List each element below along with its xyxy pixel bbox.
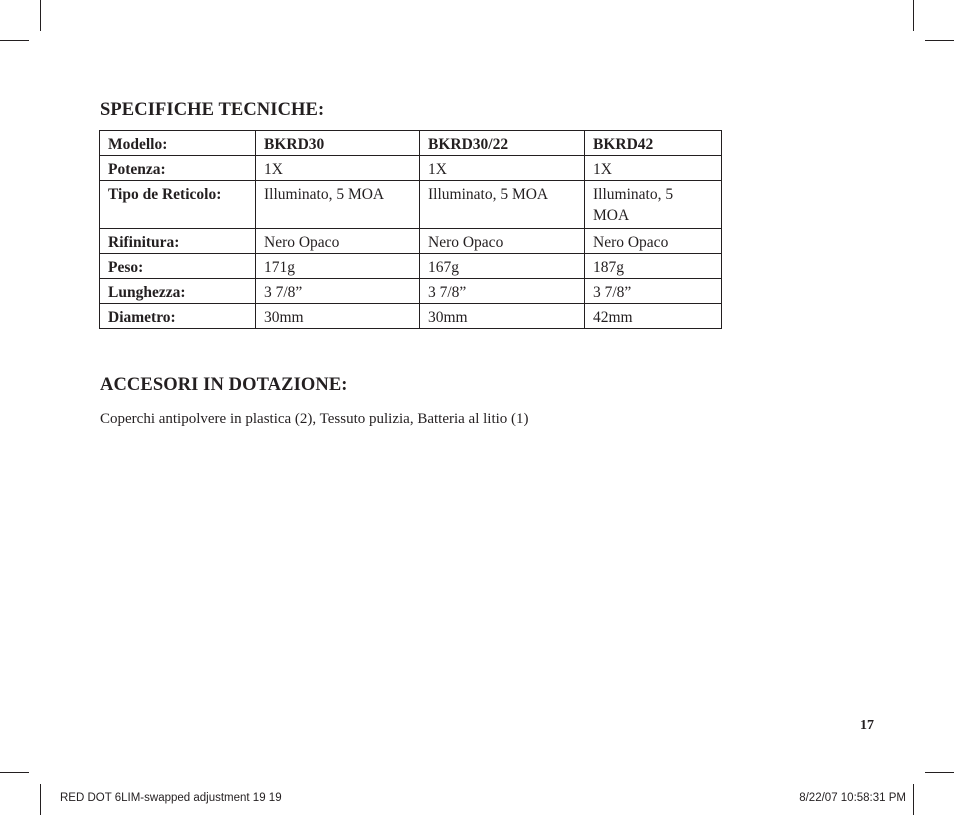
cell: 30mm (256, 304, 420, 329)
print-slug-filename: RED DOT 6LIM-swapped adjustment 19 19 (60, 792, 282, 804)
accessories-text: Coperchi antipolvere in plastica (2), Tessuto pulizia, Batteria al litio (1) (100, 411, 529, 427)
crop-mark-bottom-right-vertical (913, 784, 914, 815)
table-row (100, 254, 722, 279)
cell: Nero Opaco (585, 229, 722, 254)
crop-mark-top-right-vertical (913, 0, 914, 31)
print-slug-timestamp: 8/22/07 10:58:31 PM (799, 792, 906, 804)
cell: Illuminato, 5 MOA (585, 181, 722, 229)
header-model-3: BKRD42 (585, 131, 722, 156)
cell: 30mm (420, 304, 585, 329)
header-model-1: BKRD30 (256, 131, 420, 156)
cell: Nero Opaco (420, 229, 585, 254)
table-row (100, 304, 722, 329)
table-row (100, 279, 722, 304)
accessories-section-title: ACCESORI IN DOTAZIONE: (100, 375, 348, 395)
row-label: Lunghezza: (100, 279, 256, 304)
table-row (100, 229, 722, 254)
cell: 1X (420, 156, 585, 181)
cell: 42mm (585, 304, 722, 329)
row-label: Peso: (100, 254, 256, 279)
crop-mark-bottom-left-vertical (40, 784, 41, 815)
cell: Illuminato, 5 MOA (420, 181, 585, 229)
row-label: Potenza: (100, 156, 256, 181)
table-row (100, 181, 722, 229)
table-header-row (100, 131, 722, 156)
row-label: Tipo de Reticolo: (100, 181, 256, 229)
crop-mark-top-left-vertical (40, 0, 41, 31)
cell: 3 7/8” (420, 279, 585, 304)
row-label: Rifinitura: (100, 229, 256, 254)
cell: 3 7/8” (585, 279, 722, 304)
spec-section-title: SPECIFICHE TECNICHE: (100, 100, 325, 120)
crop-mark-bottom-left-horizontal (0, 772, 29, 773)
spec-table (99, 130, 722, 329)
cell: Illuminato, 5 MOA (256, 181, 420, 229)
cell: Nero Opaco (256, 229, 420, 254)
table-row (100, 156, 722, 181)
crop-mark-top-left-horizontal (0, 40, 29, 41)
cell: 171g (256, 254, 420, 279)
cell: 3 7/8” (256, 279, 420, 304)
crop-mark-bottom-right-horizontal (925, 772, 954, 773)
crop-mark-top-right-horizontal (925, 40, 954, 41)
header-label: Modello: (100, 131, 256, 156)
header-model-2: BKRD30/22 (420, 131, 585, 156)
cell: 167g (420, 254, 585, 279)
row-label: Diametro: (100, 304, 256, 329)
cell: 1X (585, 156, 722, 181)
cell: 187g (585, 254, 722, 279)
cell: 1X (256, 156, 420, 181)
page-number: 17 (860, 718, 874, 733)
